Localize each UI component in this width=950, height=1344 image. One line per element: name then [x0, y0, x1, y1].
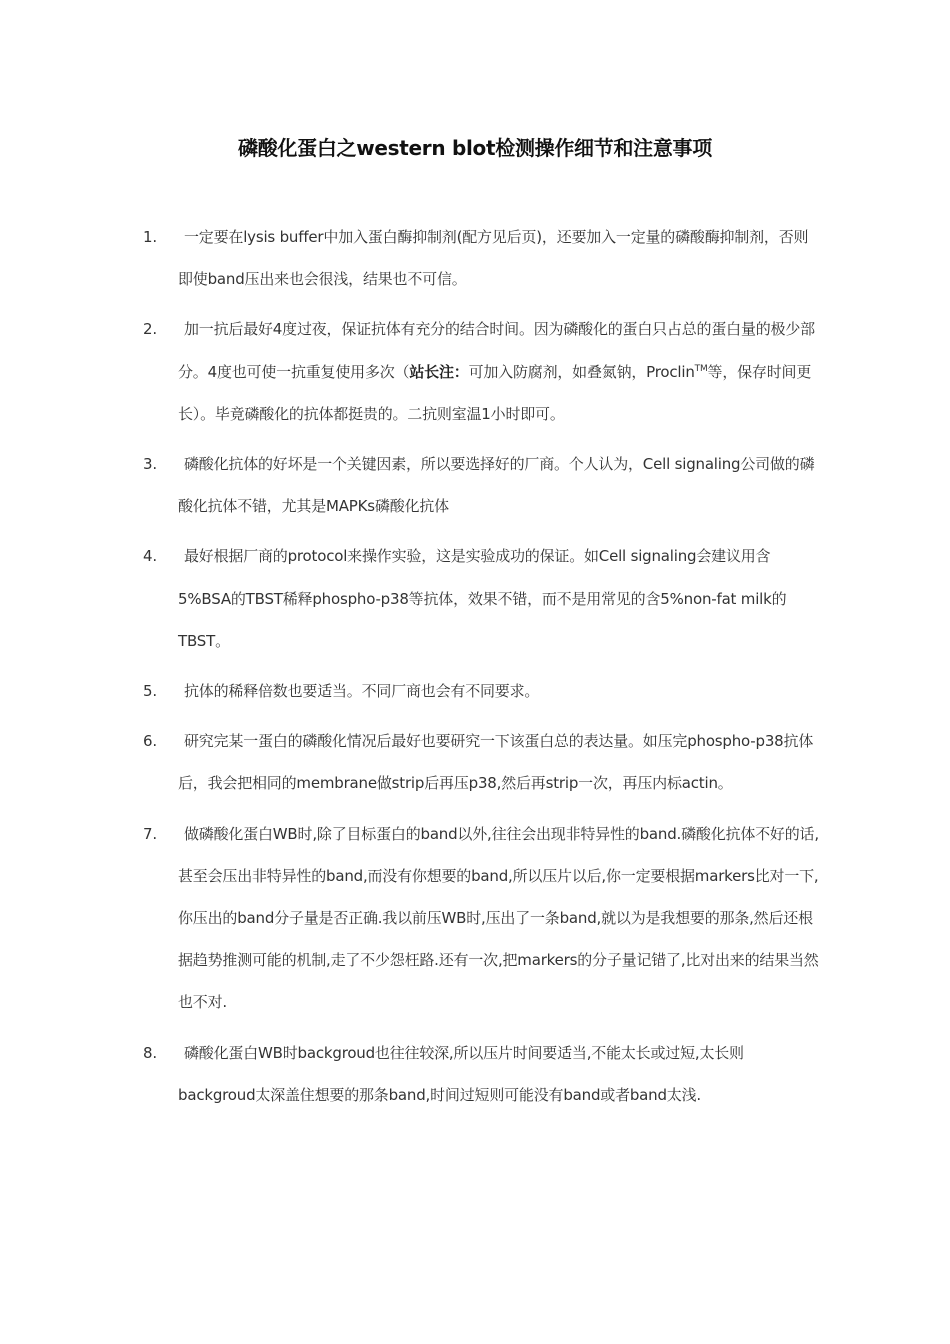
list-item	[0, 308, 950, 435]
item-number: 2.	[143, 320, 157, 339]
item-number: 1.	[143, 228, 157, 246]
item-number: 4.	[143, 547, 157, 566]
list-item	[0, 813, 950, 1024]
item-text-mid: 可加入防腐剂，如叠氮钠，Proclin	[468, 362, 695, 381]
item-number: 6.	[143, 732, 157, 751]
item-number: 8.	[143, 1043, 157, 1062]
item-text: 磷酸化抗体的好坏是一个关键因素，所以要选择好的厂商。个人认为，Cell signaling公司做的磷酸化抗体不错，尤其是MAPKs磷酸化抗体	[178, 455, 815, 516]
item-text: 磷酸化蛋白WB时backgroud也往往较深,所以压片时间要适当,不能太长或过短,太长则backgroud太深盖住想要的那条band,时间过短则可能没有band或者band太浅.	[178, 1043, 744, 1104]
item-number: 5.	[143, 682, 157, 701]
notes-list	[0, 216, 950, 1124]
editor-note-label: 站长注：	[409, 362, 469, 381]
item-text-after: 等，保存时间更长）。毕竟磷酸化的抗体都挺贵的。二抗则室温1小时即可。	[178, 362, 812, 423]
list-item	[0, 443, 950, 527]
item-number: 3.	[143, 455, 157, 474]
item-text: 最好根据厂商的protocol来操作实验，这是实验成功的保证。如Cell signaling会建议用含5%BSA的TBST稀释phospho-p38等抗体，效果不错，而不是用常见的含5%non-fat milk的TBST。	[178, 547, 787, 650]
trademark-superscript: TM	[694, 363, 708, 374]
item-text: 研究完某一蛋白的磷酸化情况后最好也要研究一下该蛋白总的表达量。如压完phospho-p38抗体后，我会把相同的membrane做strip后再压p38,然后再strip一次，再压内标actin。	[178, 732, 814, 793]
document-title: 磷酸化蛋白之western blot检测操作细节和注意事项	[238, 136, 712, 160]
list-item	[0, 720, 950, 804]
item-text: 做磷酸化蛋白WB时,除了目标蛋白的band以外,往往会出现非特异性的band.磷酸化抗体不好的话,甚至会压出非特异性的band,而没有你想要的band,所以压片以后,你一定要根据markers比对一下,你压出的band分子量是否正确.我以前压WB时,压出了一条band,就以为是我想要的那条,然后还根据趋势推测可能的机制,走了不少怨枉路.还有一次,把markers的分子量记错了,比对出来的结果当然也不对.	[178, 824, 819, 1012]
list-item	[0, 535, 950, 662]
item-text	[178, 308, 820, 435]
item-number: 7.	[143, 824, 157, 843]
item-text: 一定要在lysis buffer中加入蛋白酶抑制剂(配方见后页)，还要加入一定量的磷酸酶抑制剂，否则即使band压出来也会很浅，结果也不可信。	[178, 228, 809, 289]
item-text-before: 加一抗后最好4度过夜，保证抗体有充分的结合时间。因为磷酸化的蛋白只占总的蛋白量的极少部分。4度也可使一抗重复使用多次（	[178, 320, 815, 381]
list-item	[0, 216, 950, 300]
list-item	[0, 1032, 950, 1116]
list-item	[0, 670, 950, 712]
item-text: 抗体的稀释倍数也要适当。不同厂商也会有不同要求。	[184, 682, 540, 701]
